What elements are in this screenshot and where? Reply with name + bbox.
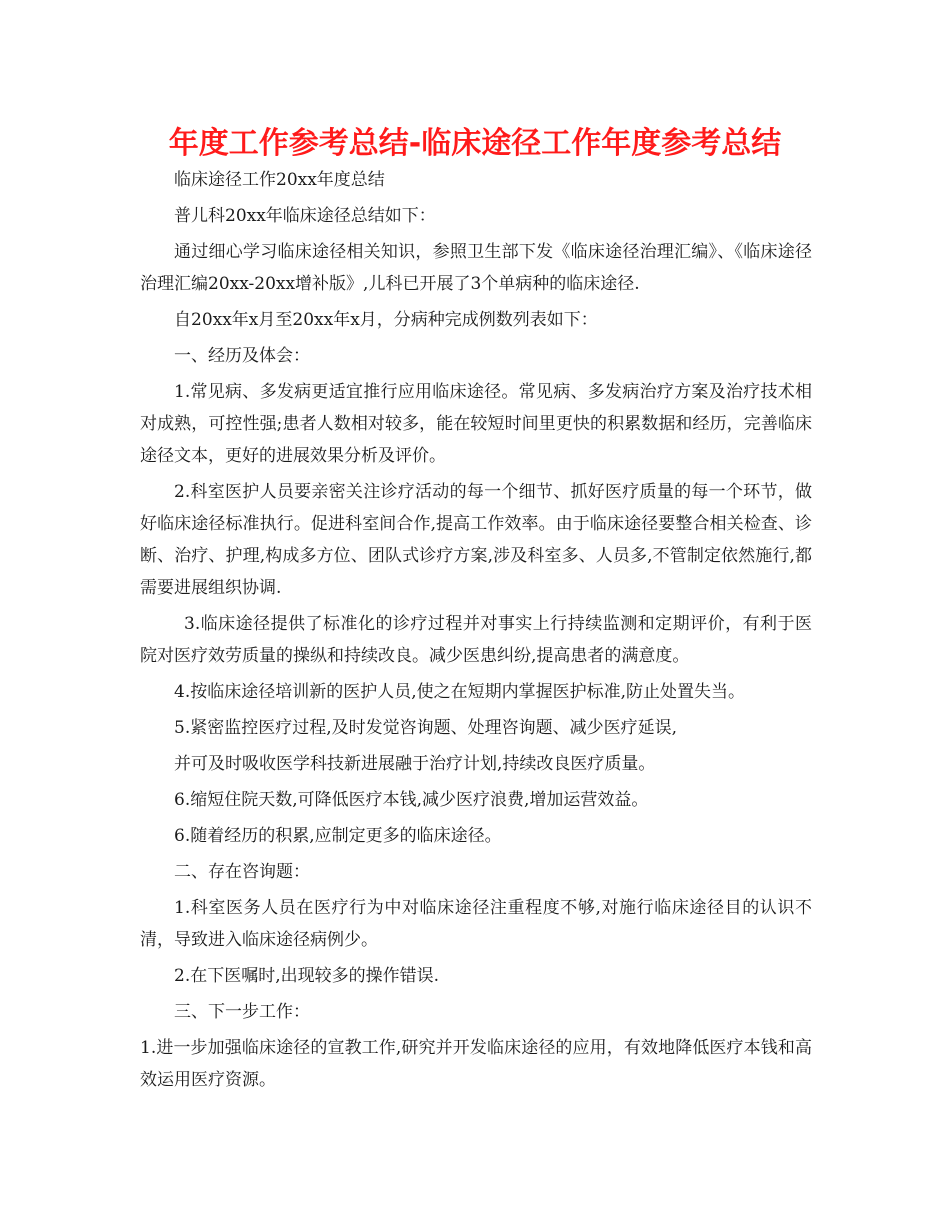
paragraph: 普儿科20xx年临床途径总结如下： bbox=[174, 206, 436, 226]
paragraph: 6.随着经历的积累,应制定更多的临床途径。 bbox=[174, 826, 502, 846]
paragraph: 临床途径工作20xx年度总结 bbox=[174, 170, 385, 190]
paragraph: 5.紧密监控医疗过程,及时发觉咨询题、处理咨询题、减少医疗延误, bbox=[174, 718, 678, 738]
paragraph: 二、存在咨询题： bbox=[174, 862, 310, 882]
paragraph: 自20xx年x月至20xx年x月，分病种完成例数列表如下： bbox=[174, 310, 598, 330]
document-body bbox=[140, 164, 812, 1096]
paragraph: 三、下一步工作： bbox=[174, 1002, 310, 1022]
paragraph: 一、经历及体会： bbox=[174, 346, 310, 366]
document-title: 年度工作参考总结-临床途径工作年度参考总结 bbox=[168, 126, 782, 161]
paragraph: 1.科室医务人员在医疗行为中对临床途径注重程度不够,对施行临床途径目的认识不清，导致进入临床途径病例少。 bbox=[140, 898, 812, 950]
paragraph: 通过细心学习临床途径相关知识，参照卫生部下发《临床途径治理汇编》、《临床途径治理汇编20xx-20xx增补版》,儿科已开展了3个单病种的临床途径. bbox=[140, 242, 812, 294]
paragraph: 4.按临床途径培训新的医护人员,使之在短期内掌握医护标准,防止处置失当。 bbox=[174, 682, 746, 702]
paragraph: 并可及时吸收医学科技新进展融于治疗计划,持续改良医疗质量。 bbox=[174, 754, 656, 774]
paragraph: 1.常见病、多发病更适宜推行应用临床途径。常见病、多发病治疗方案及治疗技术相对成熟，可控性强;患者人数相对较多，能在较短时间里更快的积累数据和经历，完善临床途径文本，更好的进展效果分析及评价。 bbox=[140, 382, 812, 466]
paragraph: 2.在下医嘱时,出现较多的操作错误. bbox=[174, 966, 440, 986]
paragraph: 2.科室医护人员要亲密关注诊疗活动的每一个细节、抓好医疗质量的每一个环节，做好临床途径标准执行。促进科室间合作,提高工作效率。由于临床途径要整合相关检查、诊断、治疗、护理,构成多方位、团队式诊疗方案,涉及科室多、人员多,不管制定依然施行,都需要进展组织协调. bbox=[140, 482, 812, 598]
paragraph: 1.进一步加强临床途径的宣教工作,研究并开发临床途径的应用，有效地降低医疗本钱和高效运用医疗资源。 bbox=[140, 1038, 812, 1090]
paragraph: 6.缩短住院天数,可降低医疗本钱,减少医疗浪费,增加运营效益。 bbox=[174, 790, 649, 810]
paragraph: 3.临床途径提供了标准化的诊疗过程并对事实上行持续监测和定期评价，有利于医院对医疗效劳质量的操纵和持续改良。减少医患纠纷,提高患者的满意度。 bbox=[140, 614, 812, 666]
